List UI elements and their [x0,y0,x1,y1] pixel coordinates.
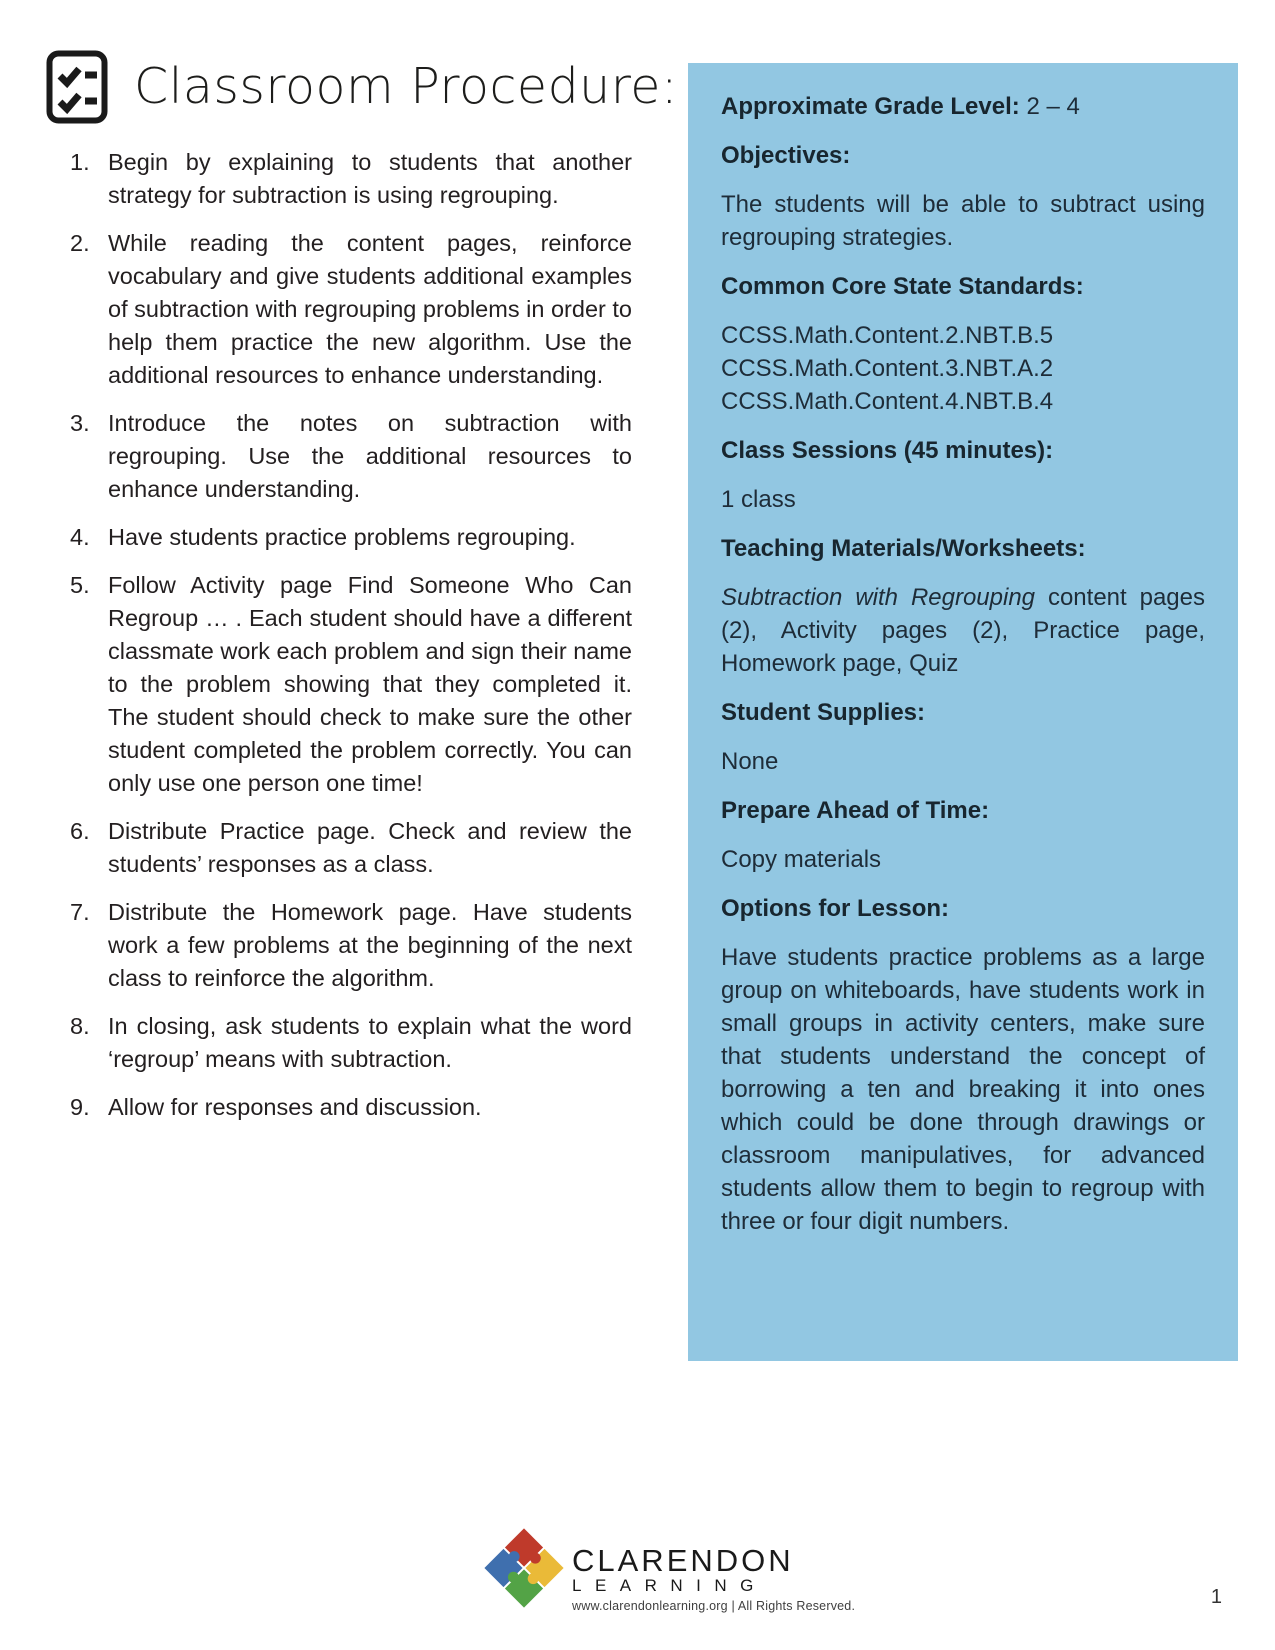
procedure-step-6: Distribute Practice page. Check and review the students’ responses as a class. [108,818,632,877]
options-text: Have students practice problems as a large group on whiteboards, have students work in small groups in activity centers, make sure that students understand the concept of borrowing a ten and breaking it into ones which could be done through drawings or classroom manipulatives, for advanced students allow them to begin to regroup with three or four digit numbers. [721,944,1205,1235]
procedure-step-8: In closing, ask students to explain what the word ‘regroup’ means with subtraction. [108,1013,632,1072]
procedure-step-5: Follow Activity page Find Someone Who Can Regroup … . Each student should have a different classmate work each problem and sign their name to the problem showing that they completed it. The student should check to make sure the other student completed the problem correctly. You can only use one person one time! [108,572,632,796]
brand-name: CLARENDON [572,1543,794,1578]
class-sessions-text: 1 class [721,486,796,513]
puzzle-logo-icon [480,1524,568,1612]
procedure-step-3: Introduce the notes on subtraction with regrouping. Use the additional resources to enhance understanding. [108,410,632,502]
student-supplies-text: None [721,748,779,775]
procedure-step-4: Have students practice problems regrouping. [108,524,576,550]
grade-level-label: Approximate Grade Level: [721,93,1020,120]
ccss-item: CCSS.Math.Content.4.NBT.B.4 [721,388,1054,415]
materials-rest: content pages (2), Activity pages (2), Practice page, Homework page, Quiz [721,584,1205,677]
header [46,50,678,124]
checklist-icon [46,50,108,124]
materials-text [721,581,1205,680]
page-number: 1 [1210,1586,1222,1608]
brand-lockup [480,1524,855,1614]
class-sessions-heading: Class Sessions (45 minutes): [721,437,1054,464]
ccss-item: CCSS.Math.Content.3.NBT.A.2 [721,355,1054,382]
prepare-ahead-heading: Prepare Ahead of Time: [721,797,990,824]
brand-tagline: www.clarendonlearning.org | All Rights Reserved. [572,1599,856,1613]
footer [0,1524,1275,1624]
brand-text [572,1524,855,1614]
ccss-item: CCSS.Math.Content.2.NBT.B.5 [721,322,1054,349]
procedure-step-1: Begin by explaining to students that another strategy for subtraction is using regrouping. [108,149,632,208]
prepare-ahead-text: Copy materials [721,846,882,873]
objectives-heading: Objectives: [721,142,851,169]
materials-heading: Teaching Materials/Worksheets: [721,535,1086,562]
procedure-step-2: While reading the content pages, reinforce vocabulary and give students additional examples of subtraction with regrouping problems in order to help them practice the new algorithm. Use the additional resources to enhance understanding. [108,230,632,388]
procedure-step-9: Allow for responses and discussion. [108,1094,482,1120]
info-panel [688,63,1238,1361]
brand-subtitle: LEARNING [572,1576,767,1595]
procedure-step-7: Distribute the Homework page. Have students work a few problems at the beginning of the next class to reinforce the algorithm. [108,899,632,991]
objectives-text: The students will be able to subtract using regrouping strategies. [721,191,1205,251]
options-heading: Options for Lesson: [721,895,949,922]
student-supplies-heading: Student Supplies: [721,699,925,726]
grade-level-value: 2 – 4 [1026,93,1080,120]
procedure-list [70,146,632,1139]
page-title: Classroom Procedure: [134,58,678,115]
ccss-list [721,319,1205,418]
grade-level-line [721,90,1205,123]
ccss-heading: Common Core State Standards: [721,273,1084,300]
materials-title-italic: Subtraction with Regrouping [721,584,1036,611]
